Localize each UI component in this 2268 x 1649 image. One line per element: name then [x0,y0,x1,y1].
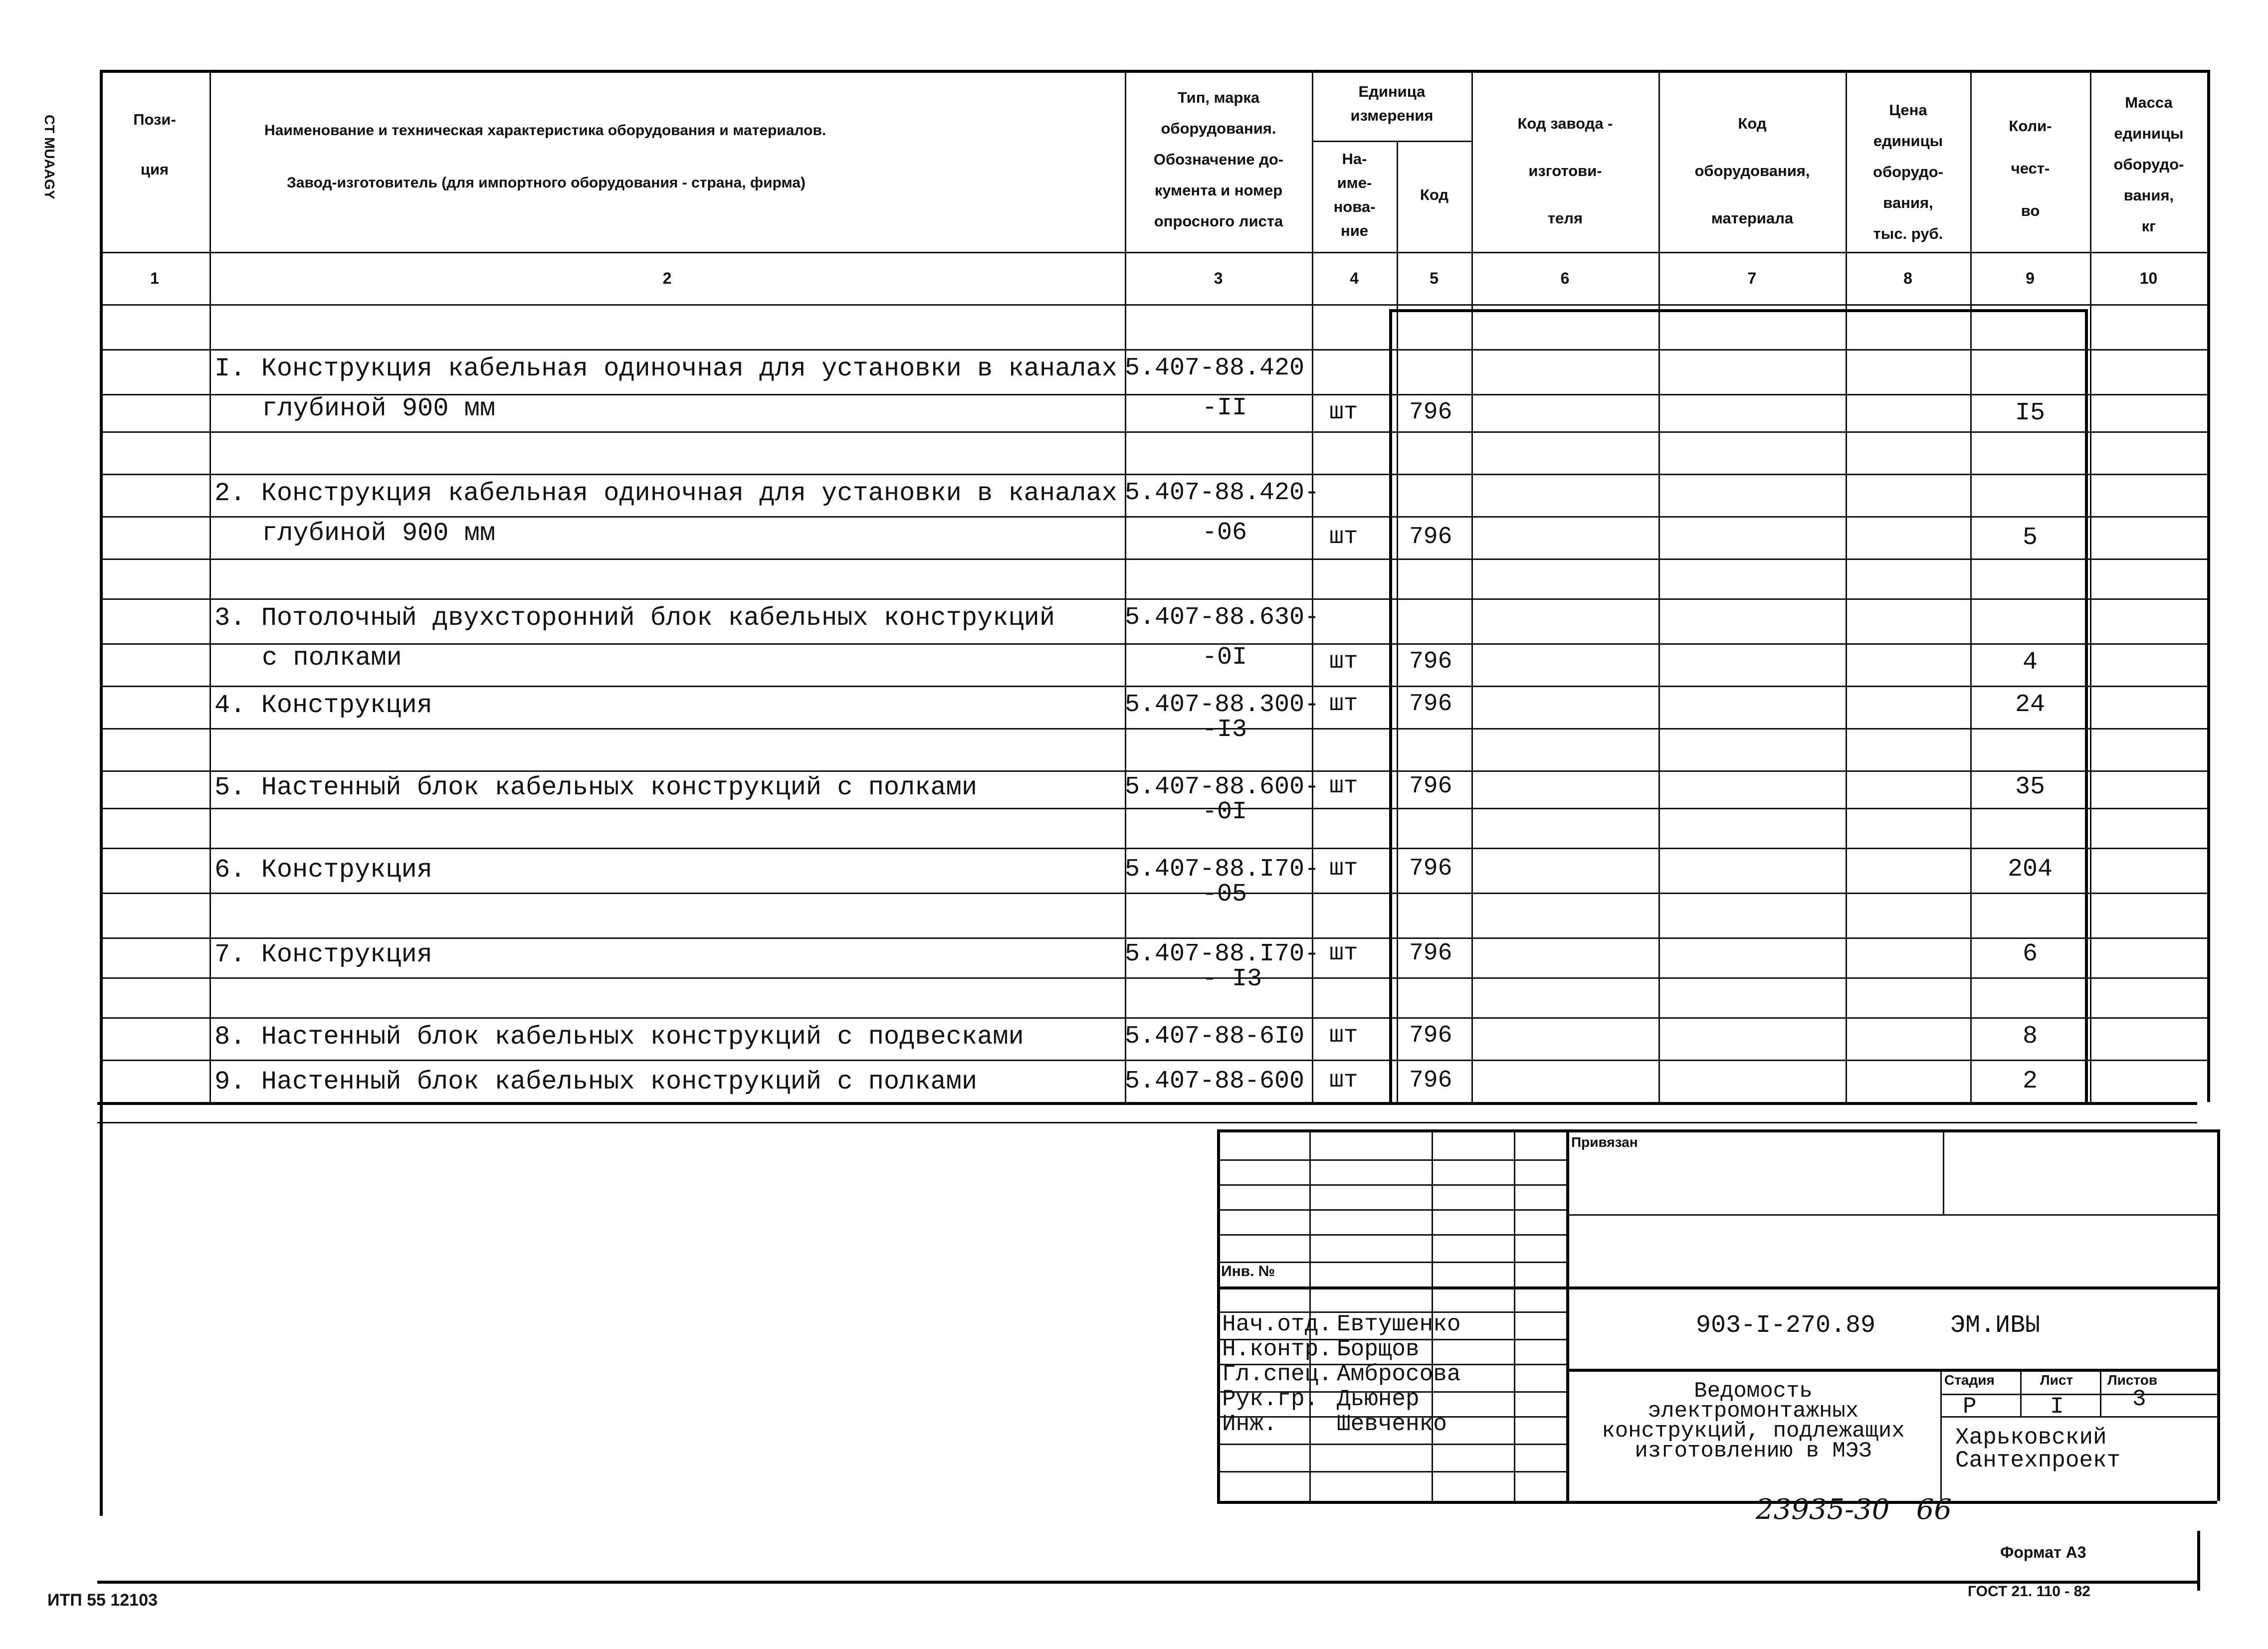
column-number: 9 [2026,269,2035,287]
unit-name: шт [1329,1067,1358,1094]
column-number: 5 [1430,269,1439,287]
column-number: 7 [1747,269,1757,287]
header-unit: Единица измерения [1350,83,1434,124]
signer-name: Дьюнер [1337,1386,1420,1412]
quantity-value: 5 [2022,524,2038,552]
document-number: 5.407-88.I70- [1125,940,1320,968]
stage-value: Р [1963,1394,1977,1420]
quantity-value: 24 [2015,691,2045,719]
quantity-value: 204 [2007,855,2053,884]
document-title: Ведомость электромонтажных конструкций, подлежащих изготовлению в МЭЗ [1602,1379,1905,1464]
document-suffix: -0I [1202,798,1247,826]
header-name-line1: Наименование и техническая характеристика оборудования и материалов. [264,122,826,139]
quantity-value: 8 [2022,1022,2038,1051]
item-name: 6. Конструкция [214,855,432,885]
header-unit-name: На- име- нова- ние [1333,150,1376,239]
unit-code: 796 [1409,524,1452,550]
header-price: Цена единицы оборудо- вания, тыс. руб. [1873,101,1943,242]
signer-role: Нач.отд. [1222,1311,1332,1337]
format-label: Формат А3 [2000,1543,2086,1561]
unit-name: шт [1329,855,1358,882]
unit-name: шт [1329,1022,1358,1049]
quantity-value: 6 [2022,940,2038,968]
item-name: I. Конструкция кабельная одиночная для установки в каналах [214,354,1117,383]
item-name: 5. Настенный блок кабельных конструкций с полками [214,773,978,802]
document-suffix: -05 [1202,880,1247,909]
column-number: 8 [1903,269,1912,287]
signer-role: Гл.спец. [1222,1361,1332,1387]
unit-name: шт [1329,691,1358,718]
document-number: 5.407-88.I70- [1125,855,1320,884]
item-name: 8. Настенный блок кабельных конструкций с подвесками [214,1022,1024,1052]
unit-code: 796 [1409,1067,1452,1094]
unit-code: 796 [1409,773,1452,800]
unit-code: 796 [1409,940,1452,967]
column-number: 2 [662,269,672,287]
quantity-value: 35 [2015,773,2045,801]
quantity-value: 4 [2022,648,2038,677]
header-document: Тип, марка оборудования. Обозначение до- кумента и номер опросного листа [1153,89,1284,230]
unit-code: 796 [1409,1022,1452,1049]
column-number: 10 [2139,269,2158,287]
handwritten-number: 23935-30 66 [1756,1493,1952,1526]
item-name: 3. Потолочный двухсторонний блок кабельных конструкций [214,603,1055,633]
stage-label: Стадия [1944,1372,1995,1388]
document-suffix: -0I [1202,643,1247,672]
column-number: 3 [1214,269,1223,287]
header-factory-code: Код завода - изготови- теля [1517,115,1613,227]
signer-name: Шевченко [1337,1411,1447,1437]
header-name-line2: Завод-изготовитель (для импортного оборудования - страна, фирма) [287,175,806,191]
signer-name: Евтушенко [1337,1311,1461,1337]
item-name: 4. Конструкция [214,691,432,720]
header-quantity: Коли- чест- во [2009,117,2052,219]
item-name-continued: глубиной 900 мм [262,519,496,548]
signer-role: Инж. [1222,1411,1277,1437]
column-number: 4 [1350,269,1359,287]
unit-code: 796 [1409,855,1452,882]
unit-code: 796 [1409,648,1452,675]
unit-name: шт [1329,648,1358,675]
gost-label: ГОСТ 21. 110 - 82 [1968,1583,2090,1600]
signer-role: Рук.гр. [1222,1386,1319,1412]
document-suffix: -I3 [1202,716,1247,744]
signer-role: Н.контр. [1222,1336,1332,1362]
unit-name: шт [1329,399,1358,426]
sheet-value: I [2050,1394,2064,1420]
header-equipment-code: Код оборудования, материала [1694,115,1810,227]
document-suffix: - I3 [1202,965,1262,993]
document-number: 5.407-88.600- [1125,773,1320,801]
unit-name: шт [1329,940,1358,967]
signer-name: Борщов [1337,1336,1420,1362]
document-number: 5.407-88-600 [1125,1067,1305,1096]
document-suffix: -06 [1202,519,1247,547]
column-number: 1 [150,269,159,287]
column-number: 6 [1560,269,1570,287]
quantity-value: 2 [2022,1067,2038,1096]
organization-name: Харьковский Сантехпроект [1955,1425,2121,1473]
unit-code: 796 [1409,399,1452,426]
document-number: 5.407-88.630- [1125,603,1320,632]
unit-name: шт [1329,524,1358,550]
unit-name: шт [1329,773,1358,800]
item-name-continued: с полками [262,643,402,673]
item-name: 2. Конструкция кабельная одиночная для установки в каналах [214,479,1117,508]
document-code: 903-I-270.89 ЭМ.ИВЫ [1696,1311,2041,1340]
sheets-value: 3 [2132,1386,2146,1412]
sheet-label: Лист [2040,1372,2073,1388]
item-name: 9. Настенный блок кабельных конструкций с полками [214,1067,978,1097]
document-number: 5.407-88-6I0 [1125,1022,1305,1051]
header-position: Пози- ция [133,111,176,178]
inventory-number-label: Инв. № [1221,1263,1275,1280]
sheets-label: Листов [2107,1372,2158,1388]
header-mass: Масса единицы оборудо- вания, кг [2113,94,2184,235]
left-vertical-label: CT MUAAGY [42,115,57,199]
document-number: 5.407-88.300- [1125,691,1320,719]
unit-code: 796 [1409,691,1452,718]
header-unit-code: Код [1420,186,1449,203]
document-suffix: -II [1202,394,1247,422]
item-name-continued: глубиной 900 мм [262,394,496,423]
signer-name: Амбросова [1337,1361,1461,1387]
bottom-left-code: ИТП 55 12103 [47,1591,158,1610]
quantity-value: I5 [2015,399,2045,427]
document-number: 5.407-88.420- [1125,479,1320,507]
item-name: 7. Конструкция [214,940,432,969]
document-number: 5.407-88.420 [1125,354,1305,382]
privyazan-label: Привязан [1571,1134,1638,1150]
